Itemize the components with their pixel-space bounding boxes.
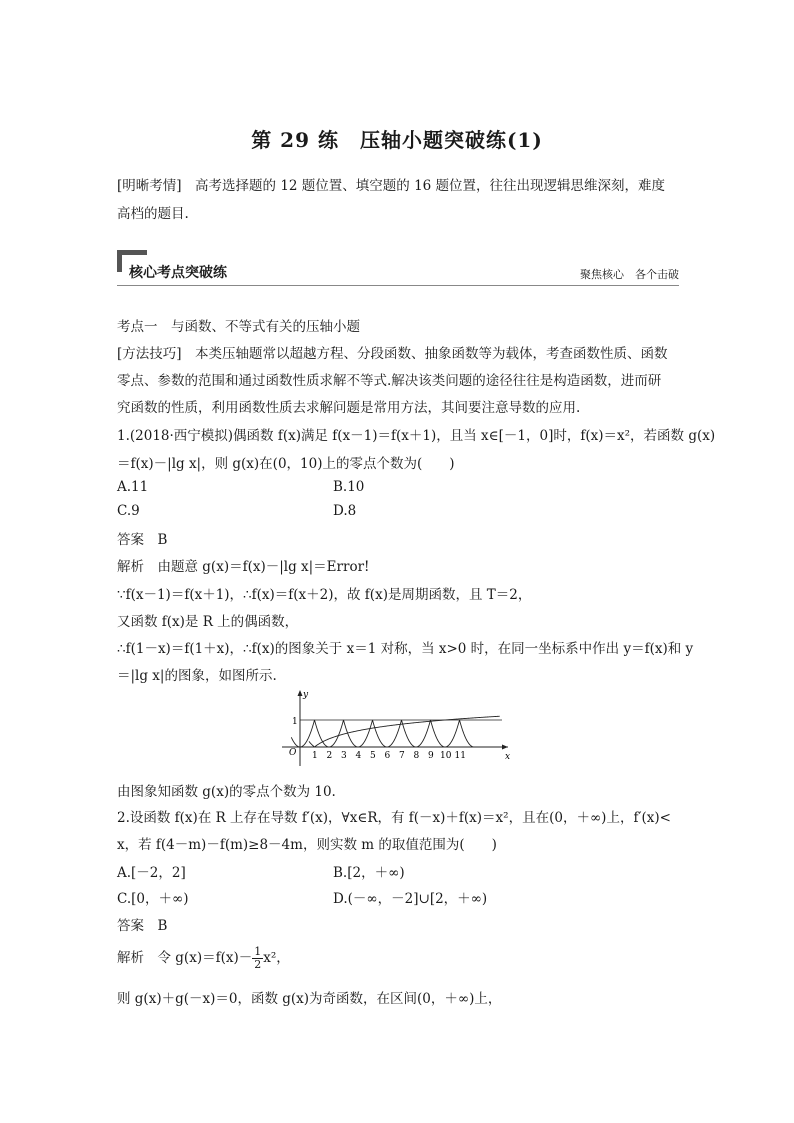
function-graph-svg [280,688,510,768]
x-axis-arrow-icon [502,745,508,750]
method-line-1: [方法技巧] 本类压轴题常以超越方程、分段函数、抽象函数等为载体，考查函数性质、函数 [117,346,668,362]
section-title: 核心考点突破练 [129,265,227,281]
q1-choice-c: C.9 [117,503,140,519]
q1-answer: 答案 B [117,532,168,548]
y-axis-arrow-icon [298,690,303,696]
x-tick-label: 1 [312,751,318,761]
x-axis-label: x [505,752,510,762]
x-tick-label: 8 [413,751,420,761]
q2-solution-line-1 [117,946,290,971]
x-tick-label: 7 [399,751,405,761]
function-graph [280,688,510,768]
q1-stem-line-1: 1.(2018·西宁模拟)偶函数 f(x)满足 f(x－1)＝f(x＋1)，且当 x∈[－1，0]时，f(x)＝x²，若函数 g(x) [117,428,716,444]
topic-heading: 考点一 与函数、不等式有关的压轴小题 [117,319,360,335]
q2-choice-a: A.[－2，2] [117,865,186,881]
q1-choice-b: B.10 [333,479,365,495]
q1-solution-line-3: 又函数 f(x)是 R 上的偶函数， [117,614,299,630]
corner-bracket-bar [117,250,147,255]
section-header [117,250,679,290]
intro-line-2: 高档的题目. [117,206,189,222]
q1-choice-a: A.11 [117,479,149,495]
q1-solution-line-1: 解析 由题意 g(x)＝f(x)－|lg x|＝Error! [117,559,370,575]
q1-solution-line-5: ＝|lg x|的图象，如图所示. [117,668,277,684]
x-tick-label: 5 [370,751,376,761]
x-tick-label: 9 [428,751,434,761]
q1-conclusion: 由图象知函数 g(x)的零点个数为 10. [117,784,336,800]
q2-solution-lead: 解析 令 g(x)＝f(x)－ [117,950,253,966]
page-title: 第 29 练 压轴小题突破练(1) [251,128,543,152]
q2-solution-tail: x²， [263,950,290,966]
fraction-numerator: 1 [254,945,262,958]
x-tick-label: 2 [326,751,333,761]
section-divider [117,285,679,286]
x-tick-label: 3 [341,751,347,761]
q1-stem-line-2: ＝f(x)－|lg x|，则 g(x)在(0，10)上的零点个数为( ) [117,456,455,472]
x-tick-label: 11 [454,751,466,761]
origin-label: O [289,748,297,758]
q1-solution-line-4: ∴f(1－x)＝f(1＋x)，∴f(x)的图象关于 x＝1 对称，当 x>0 时，在同一坐标系中作出 y＝f(x)和 y [117,641,694,657]
q2-choice-d: D.(－∞，－2]∪[2，＋∞) [333,891,488,907]
method-line-3: 究函数的性质，利用函数性质去求解问题是常用方法，其间要注意导数的应用. [117,400,581,416]
y-axis-label: y [303,690,309,700]
q2-solution-line-2: 则 g(x)＋g(－x)＝0，函数 g(x)为奇函数，在区间(0，＋∞)上， [117,991,502,1007]
periodic-parabola-curve [291,720,474,747]
section-subtitle: 聚焦核心 各个击破 [580,268,679,281]
q2-stem-line-2: x，若 f(4－m)－f(m)≥8－4m，则实数 m 的取值范围为( ) [117,837,497,853]
method-line-2: 零点、参数的范围和通过函数性质求解不等式.解决该类问题的途径往往是构造函数，进而研 [117,373,662,389]
abs-lg-curve [309,716,500,747]
q2-choice-b: B.[2，＋∞) [333,865,405,881]
q1-solution-line-2: ∵f(x－1)＝f(x＋1)，∴f(x)＝f(x＋2)，故 f(x)是周期函数，且 T＝2， [117,587,532,603]
q2-choice-c: C.[0，＋∞) [117,891,189,907]
q2-stem-line-1: 2.设函数 f(x)在 R 上存在导数 f′(x)，∀x∈R，有 f(－x)＋f(x)＝x²，且在(0，＋∞)上，f′(x)< [117,810,671,826]
q1-choice-d: D.8 [333,503,357,519]
q2-answer: 答案 B [117,918,168,934]
y-tick-1: 1 [292,717,298,727]
intro-paragraph [117,172,679,228]
x-tick-label: 10 [440,751,452,761]
intro-line-1: [明晰考情] 高考选择题的 12 题位置、填空题的 16 题位置，往往出现逻辑思维深刻，难度 [117,178,666,194]
x-tick-label: 4 [355,751,362,761]
x-tick-label: 6 [384,751,391,761]
fraction-denominator: 2 [254,958,262,971]
fraction-one-half [252,946,263,971]
